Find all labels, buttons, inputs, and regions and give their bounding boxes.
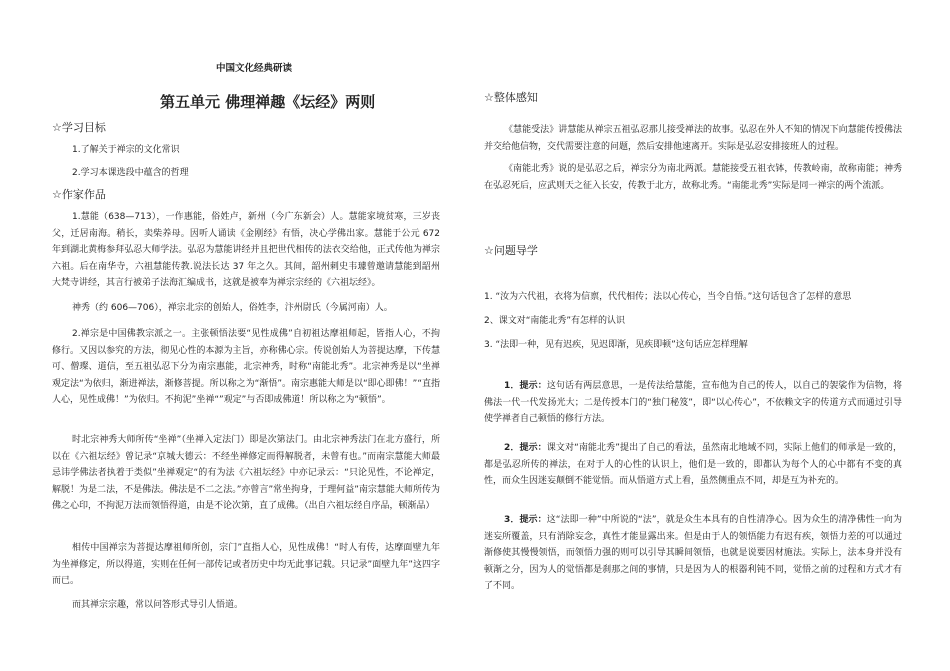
question-item: 3. “法即一种，见有迟疾，见迟即渐，见疾即顿”这句话应怎样理解 bbox=[484, 340, 748, 350]
goal-item: 2.学习本课选段中蕴含的哲理 bbox=[72, 168, 189, 178]
hint-paragraph bbox=[484, 378, 902, 428]
question-item: 1. “汝为六代祖，衣将为信禀，代代相传；法以心传心，当令自悟。”这句话包含了怎样的意思 bbox=[484, 292, 852, 302]
goal-item: 1.了解关于禅宗的文化常识 bbox=[72, 145, 180, 155]
hint-paragraph bbox=[484, 512, 902, 595]
overall-paragraph: 《慧能受法》讲慧能从禅宗五祖弘忍那儿接受禅法的故事。弘忍在外人不知的情况下向慧能传授佛法并交给他信物，交代需要注意的问题，然后安排他速离开。实际是弘忍安排接班人的过程。 bbox=[484, 125, 902, 152]
hint-text: 课文对“南能北秀”提出了自己的看法，虽然南北地域不同，实际上他们的师承是一致的，都是弘忍所传的禅法，在对于人的心性的认识上，他们是一致的，即都认为每个人的心中都有不变的真性，而众生因迷妄颠倒不能觉悟。而从悟道方式上看，虽然侧重点不同，却是互为补充的。 bbox=[484, 443, 902, 486]
page-title: 第五单元 佛理禅趣《坛经》两则 bbox=[160, 93, 376, 111]
questions-heading: ☆问题导学 bbox=[484, 244, 538, 257]
shenxiu-paragraph: 神秀（约 606—706），禅宗北宗的创始人，俗姓李，汴州尉氏（今属河南）人。 bbox=[72, 303, 393, 313]
question-item: 2、课文对“南能北秀”有怎样的认识 bbox=[484, 316, 626, 326]
chan-school-paragraph: 2.禅宗是中国佛教宗派之一。主张顿悟法要“见性成佛”自初祖达摩祖师起，皆指人心，不拘修行。又因以参究的方法，彻见心性的本源为主旨，亦称佛心宗。传说创始人为菩提达摩，下传慧可、僧璨、道信，至五祖弘忍下分为南宗惠能，北宗神秀，时称“南能北秀”。北宗神秀是以“坐禅观定法“为依归，渐进禅法，渐修菩提。所以称之为“渐悟”。南宗惠能大师是以“即心即佛！”“直指人心，见性成佛！”为依归。不拘泥”坐禅“”观定”与否即成佛道！所以称之为“顿悟”。 bbox=[52, 329, 440, 405]
huineng-paragraph: 1.慧能（638—713），一作惠能，俗姓卢，新州（今广东新会）人。慧能家境贫寒，三岁丧父，迁居南海。稍长，卖柴养母。因听人诵读《金刚经》有悟，决心学佛出家。慧能于公元 672 年到湖北黄梅参拜弘忍大师学法。弘忍为慧能讲经并且把世代相传的法衣交给他，正式传他为禅宗六祖。后在南华寺，六祖慧能传教.说法长达 37 年之久。其间，韶州刺史韦璩曾邀请慧能到韶州大梵寺讲经，其言行被弟子法海汇编成书，这就是被奉为禅宗宗经的《六祖坛经》。 bbox=[52, 212, 440, 288]
author-works-heading: ☆作家作品 bbox=[52, 188, 106, 201]
northern-school-paragraph: 时北宗神秀大师所传“坐禅”（坐禅入定法门）即是次第法门。由北宗神秀法门在北方盛行，所以在《六祖坛经》曾记录“京城大德云：不经坐禅修定而得解脱者，未曾有也。”而南宗慧能大师最忌讳学佛法者执着于类似”坐禅观定“的有为法《六祖坛经》中亦记录云：“只论见性，不论禅定，解脱！为是二法，不是佛法。佛法是不二之法。”亦曾言”常坐拘身，于理何益”南宗慧能大师所传为佛之心印，不拘泥万法而领悟得道，由是不论次第，直了成佛。（出自六祖坛经自序品，顿渐品） bbox=[52, 435, 440, 511]
overall-paragraph: 《南能北秀》说的是弘忍之后，禅宗分为南北两派。慧能接受五祖衣钵，传教岭南，故称南能；神秀在弘忍死后，应武则天之征入长安，传教于北方，故称北秀。“南能北秀”实际是同一禅宗的两个流派。 bbox=[484, 164, 902, 191]
hint-label: 1．提示： bbox=[504, 381, 547, 391]
hint-paragraph bbox=[484, 440, 902, 490]
hint-text: 这句话有两层意思，一是传法给慧能，宣布他为自己的传人，以自己的袈裟作为信物，将佛法一代一代发扬光大；二是传授本门的“独门秘笈”，即“以心传心”，不依赖文字的传道方式而通过引导使学禅者自己顿悟的修行方法。 bbox=[484, 381, 902, 424]
learning-goals-heading: ☆学习目标 bbox=[52, 121, 106, 134]
hint-label: 2．提示： bbox=[504, 443, 547, 453]
hint-label: 3．提示： bbox=[504, 515, 547, 525]
chan-inquiry-paragraph: 而其禅宗宗趣，常以问答形式导引人悟道。 bbox=[72, 600, 244, 610]
document-header: 中国文化经典研读 bbox=[216, 63, 293, 74]
overall-perception-heading: ☆整体感知 bbox=[484, 91, 538, 104]
bodhidharma-paragraph: 相传中国禅宗为菩提达摩祖师所创，宗门”直指人心，见性成佛！“时人有传，达摩面壁九年为坐禅修定，所以得道，实则在任何一部传记或者历史中均无此事记载。只记录”面壁九年”这四字而已。 bbox=[52, 543, 440, 586]
hint-text: 这“法即一种”中所说的“法”，就是众生本具有的自性清净心。因为众生的清净佛性一向为迷妄所覆盖，只有消除妄念，真性才能显露出来。但是由于人的领悟能力有迟有疾，领悟力差的可以通过渐修使其慢慢领悟，而领悟力强的则可以引导其瞬间领悟，也就是说要因材施法。实际上，法本身并没有顿渐之分，因为人的觉悟都是刹那之间的事情，只是因为人的根器利钝不同，觉悟之前的过程和方式才有了不同。 bbox=[484, 515, 902, 591]
